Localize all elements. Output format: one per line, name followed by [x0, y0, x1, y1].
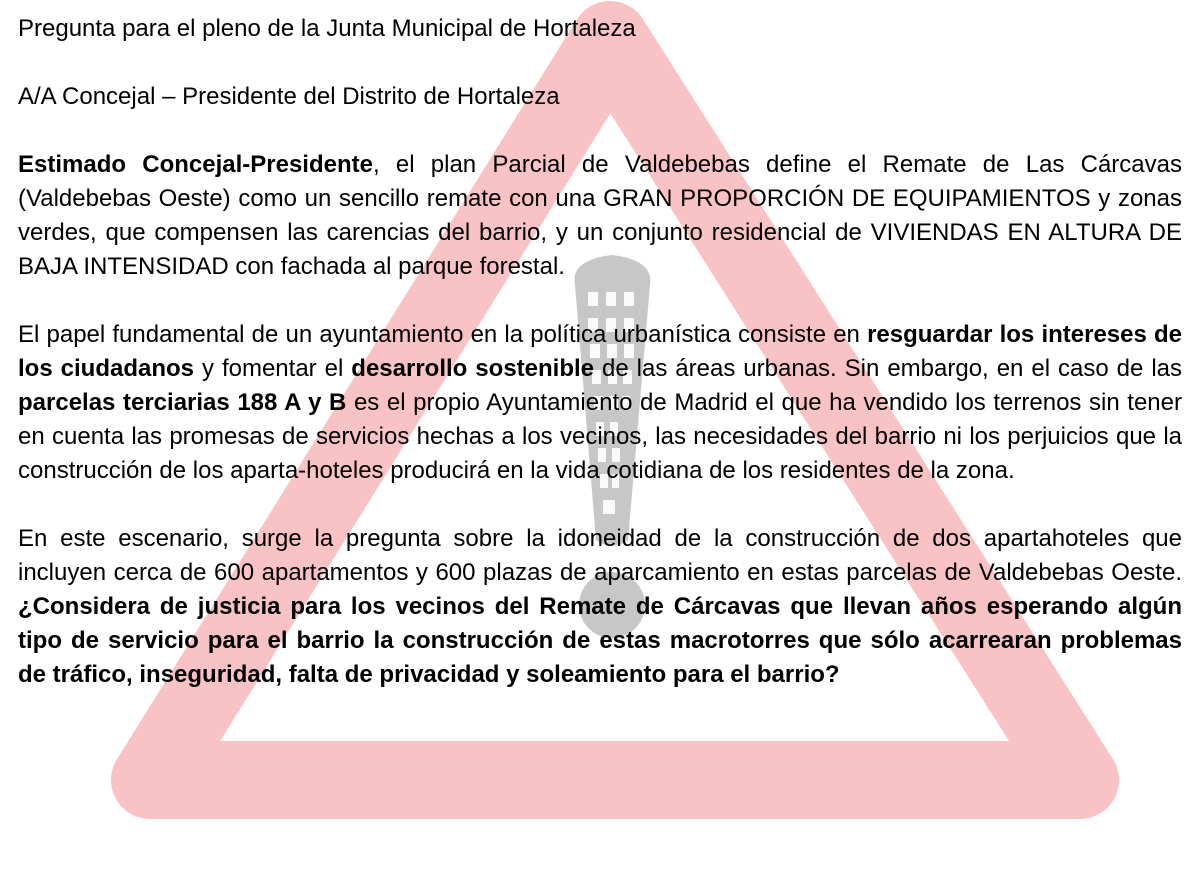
greeting: Estimado Concejal-Presidente: [18, 151, 373, 178]
title-line: Pregunta para el pleno de la Junta Municipal de Hortaleza: [18, 15, 636, 42]
paragraph-question: [18, 522, 1182, 692]
role-text-4: es el propio Ayuntamiento de Madrid el que ha vendido los terrenos sin tener en cuenta las promesas de servicios hechas a los vecinos, las necesidades del barrio ni los perjuicios que la construcción de los aparta-hoteles producirá en la vida cotidiana de los residentes de la zona.: [18, 389, 1182, 484]
role-bold-3: parcelas terciarias 188 A y B: [18, 389, 347, 416]
addressee-line: A/A Concejal – Presidente del Distrito de Hortaleza: [18, 83, 560, 110]
intro-text: , el plan Parcial de Valdebebas define el Remate de Las Cárcavas (Valdebebas Oeste) como un sencillo remate con una GRAN PROPORCIÓN DE EQUIPAMIENTOS y zonas verdes, que compensen las carencias del barrio, y un conjunto residencial de VIVIENDAS EN ALTURA DE BAJA INTENSIDAD con fachada al parque forestal.: [18, 151, 1182, 280]
role-text-2: y fomentar el: [194, 355, 352, 382]
paragraph-role: [18, 318, 1182, 488]
role-text-3: de las áreas urbanas. Sin embargo, en el caso de las: [594, 355, 1183, 382]
document-body: [18, 12, 1182, 726]
role-bold-2: desarrollo sostenible: [351, 355, 595, 382]
question-text: ¿Considera de justicia para los vecinos del Remate de Cárcavas que llevan años esperando algún tipo de servicio para el barrio la construcción de estas macrotorres que sólo acarrearan problemas de tráfico, inseguridad, falta de privacidad y soleamiento para el barrio?: [18, 593, 1182, 688]
paragraph-intro: [18, 148, 1182, 284]
role-text-1: El papel fundamental de un ayuntamiento en la política urbanística consiste en: [18, 321, 868, 348]
question-context: En este escenario, surge la pregunta sobre la idoneidad de la construcción de dos apartahoteles que incluyen cerca de 600 apartamentos y 600 plazas de aparcamiento en estas parcelas de Valdebebas Oeste.: [18, 525, 1182, 586]
role-bold-1: resguardar los intereses de los ciudadanos: [18, 321, 1182, 382]
